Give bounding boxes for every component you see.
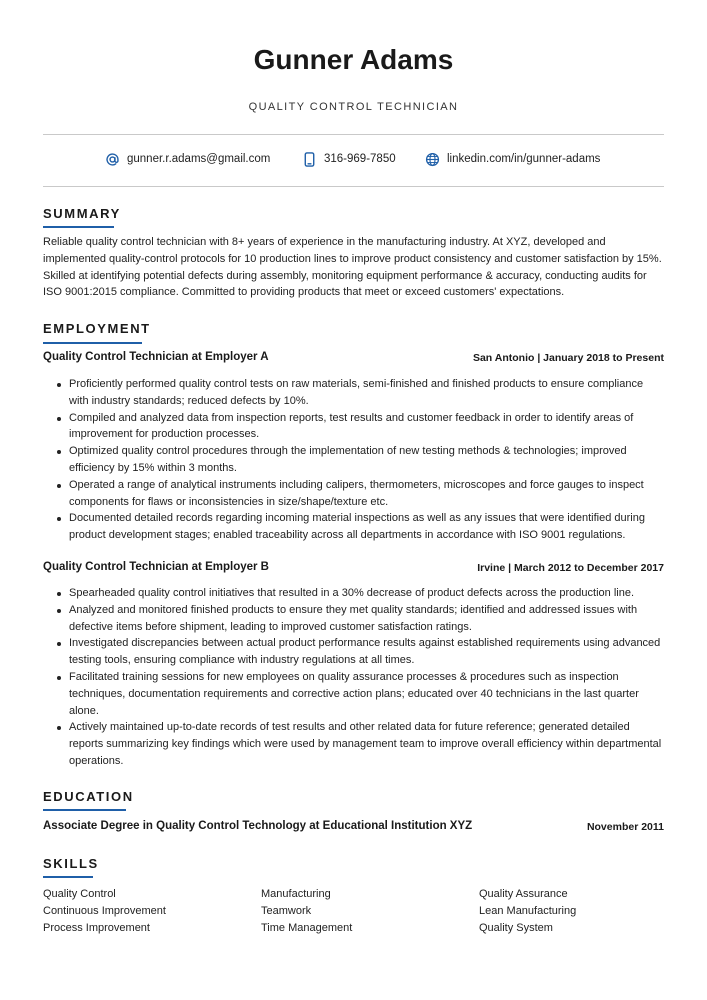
globe-icon: [425, 152, 440, 167]
skills-column-1: [43, 886, 253, 936]
employment-underline: [43, 342, 142, 344]
job-role: Quality Control Technician at Employer A: [43, 351, 269, 363]
summary-underline: [43, 226, 114, 228]
job-header-b: [43, 561, 664, 579]
contact-phone[interactable]: [302, 148, 396, 170]
divider-top: [43, 134, 664, 135]
job-title: QUALITY CONTROL TECHNICIAN: [248, 101, 459, 113]
job-b-bullets: [43, 585, 664, 770]
list-item: Operated a range of analytical instruments including calipers, thermometers, microscopes and force gauges to inspect components for flaws or inconsistencies in size/shape/texture etc.: [43, 477, 664, 511]
skill-item: Lean Manufacturing: [479, 904, 577, 917]
degree-title: Associate Degree in Quality Control Technology at Educational Institution XYZ: [43, 820, 473, 832]
job-location-date: Irvine | March 2012 to December 2017: [477, 562, 664, 574]
skill-item: Quality Control: [43, 888, 116, 900]
education-entry: [43, 820, 664, 838]
skill-item: Time Management: [261, 921, 353, 934]
list-item: Analyzed and monitored finished products to ensure they met quality standards; identified and addressed issues with defective items before shipment, leading to improved customer satisfaction ratings.: [43, 602, 664, 636]
education-heading: EDUCATION: [43, 789, 134, 804]
list-item: Spearheaded quality control initiatives that resulted in a 30% decrease of product defects across the production line.: [43, 585, 664, 602]
summary-text: Reliable quality control technician with 8+ years of experience in the manufacturing industry. At XYZ, developed and implemented quality-control protocols for 10 production lines to improve product consistency and customer satisfaction by 15%. Skilled at identifying potential defects during assembly, monitoring equipment performance & accuracy, conducting audits for ISO 9001:2015 compliance. Committed to providing products that meet or exceed customers' expectations.: [43, 236, 662, 299]
skill-item: Teamwork: [261, 904, 312, 917]
skill-item: Continuous Improvement: [43, 904, 166, 917]
at-sign-icon: [105, 152, 120, 167]
list-item: Documented detailed records regarding incoming material inspections as well as any issues that were identified during product development stages; enabled traceability across all departments in accordance with ISO 9001 regulations.: [43, 510, 664, 544]
skills-column-2: [261, 886, 471, 936]
skills-heading: SKILLS: [43, 856, 99, 871]
divider-contact: [43, 186, 664, 187]
skills-underline: [43, 876, 93, 878]
list-item: Actively maintained up-to-date records of test results and other related data for future reference; generated detailed reports summarizing key findings which were used by management team to improve overall efficiency within departmental operations.: [43, 719, 664, 769]
skill-item: Process Improvement: [43, 921, 150, 934]
skill-item: Quality System: [479, 921, 553, 934]
contact-email[interactable]: [105, 148, 270, 170]
degree-date: November 2011: [586, 821, 664, 833]
employment-heading: EMPLOYMENT: [43, 321, 151, 336]
skills-column-3: [479, 886, 689, 936]
phone-text: 316-969-7850: [324, 153, 396, 165]
list-item: Proficiently performed quality control tests on raw materials, semi-finished and finished products to ensure compliance with industry standards; reduced defects by 10%.: [43, 376, 664, 410]
education-underline: [43, 809, 126, 811]
contact-row: [0, 148, 707, 170]
job-a-bullets: [43, 376, 664, 544]
list-item: Optimized quality control procedures through the implementation of new testing methods & technologies; improved efficiency by 15% within 3 months.: [43, 443, 664, 477]
job-header-a: [43, 351, 664, 369]
list-item: Investigated discrepancies between actual product performance results against established requirements using advanced testing tools, ensuring compliance with industry regulations at all times.: [43, 635, 664, 669]
list-item: Facilitated training sessions for new employees on quality assurance processes & procedures such as inspection techniques, documentation requirements and corrective action plans; educated over 40 technicians in the last quarter alone.: [43, 669, 664, 719]
skill-item: Quality Assurance: [479, 888, 568, 900]
phone-icon: [302, 152, 317, 167]
summary-heading: SUMMARY: [43, 206, 121, 221]
candidate-name: Gunner Adams: [253, 44, 454, 75]
email-text: gunner.r.adams@gmail.com: [127, 153, 271, 165]
list-item: Compiled and analyzed data from inspection reports, test results and customer feedback in order to identify areas of improvement for production processes.: [43, 410, 664, 444]
job-location-date: San Antonio | January 2018 to Present: [472, 352, 664, 364]
skill-item: Manufacturing: [261, 888, 331, 900]
contact-linkedin[interactable]: [425, 148, 600, 170]
linkedin-text: linkedin.com/in/gunner-adams: [447, 153, 601, 165]
job-role: Quality Control Technician at Employer B: [43, 561, 269, 573]
